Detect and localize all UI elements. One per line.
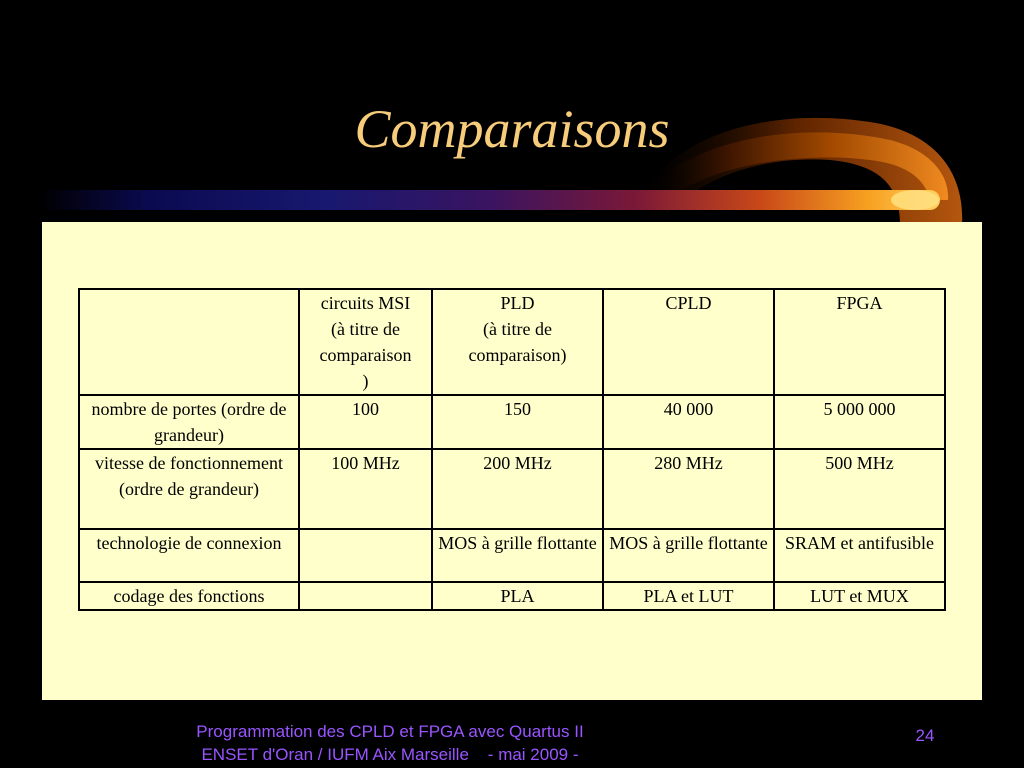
table-row <box>79 529 945 582</box>
table-cell: 5 000 000 <box>774 395 945 449</box>
table-row <box>79 449 945 529</box>
table-cell: nombre de portes (ordre de grandeur) <box>79 395 299 449</box>
table-cell: 100 <box>299 395 432 449</box>
table-cell <box>299 529 432 582</box>
table-row <box>79 395 945 449</box>
table-row <box>79 582 945 610</box>
table-header-cell: CPLD <box>603 289 774 395</box>
table-cell <box>299 582 432 610</box>
table-cell: 100 MHz <box>299 449 432 529</box>
table-header-row <box>79 289 945 395</box>
table-cell: LUT et MUX <box>774 582 945 610</box>
table-cell: 150 <box>432 395 603 449</box>
table-cell: MOS à grille flottante <box>603 529 774 582</box>
table-header-cell: PLD (à titre de comparaison) <box>432 289 603 395</box>
slide-footer <box>130 720 650 766</box>
table-header-cell: FPGA <box>774 289 945 395</box>
table-cell: SRAM et antifusible <box>774 529 945 582</box>
table-cell: vitesse de fonctionnement (ordre de grandeur) <box>79 449 299 529</box>
comparison-table <box>78 288 946 611</box>
table-header-cell: circuits MSI (à titre de comparaison ) <box>299 289 432 395</box>
table-cell: PLA et LUT <box>603 582 774 610</box>
table-cell: PLA <box>432 582 603 610</box>
slide-title: Comparaisons <box>354 99 670 159</box>
table-cell: 200 MHz <box>432 449 603 529</box>
table-cell: 500 MHz <box>774 449 945 529</box>
footer-line-2: ENSET d'Oran / IUFM Aix Marseille - mai 2009 - <box>201 745 579 764</box>
table-cell: technologie de connexion <box>79 529 299 582</box>
table-header-cell <box>79 289 299 395</box>
table-cell: 280 MHz <box>603 449 774 529</box>
table-cell: codage des fonctions <box>79 582 299 610</box>
footer-line-1: Programmation des CPLD et FPGA avec Quartus II <box>196 722 584 741</box>
table-cell: MOS à grille flottante <box>432 529 603 582</box>
page-number: 24 <box>915 726 935 745</box>
table-cell: 40 000 <box>603 395 774 449</box>
content-panel <box>42 222 982 700</box>
